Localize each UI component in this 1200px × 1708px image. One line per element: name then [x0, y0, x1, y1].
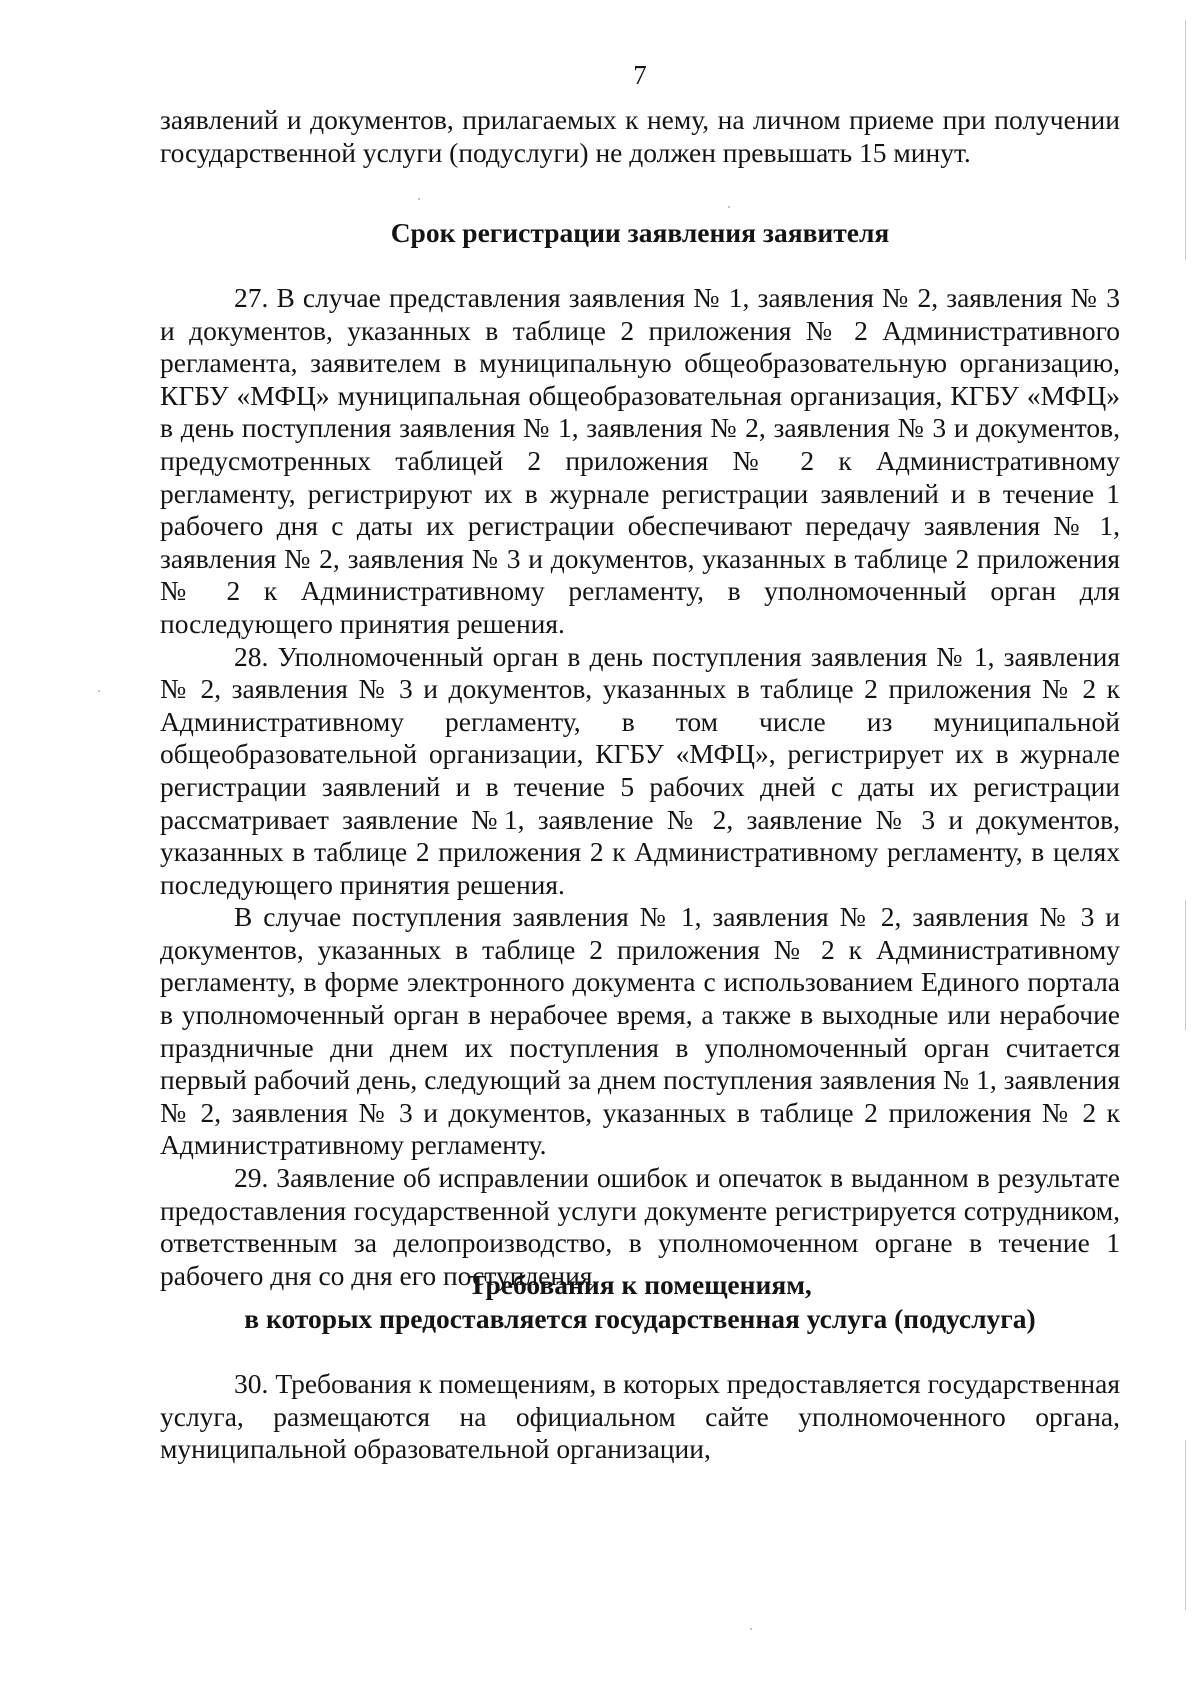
scan-speck [418, 198, 420, 200]
scan-speck [98, 690, 100, 692]
scan-speck [750, 1628, 752, 1630]
intro-paragraph: заявлений и документов, прилагаемых к нему, на личном приеме при получении государственной услуги (подуслуги) не должен превышать 15 минут. [160, 104, 1120, 168]
section-1-body [160, 282, 1120, 1292]
document-page [160, 0, 1120, 1708]
scan-speck [728, 206, 730, 208]
paragraph-27: 27. В случае представления заявления № 1, заявления № 2, заявления № 3 и документов, указанных в таблице 2 приложения № 2 Административного регламента, заявителем в муниципальную общеобразовательную организацию, КГБУ «МФЦ» муниципальная общеобразовательная организация, КГБУ «МФЦ» в день поступления заявления № 1, заявления № 2, заявления № 3 и документов, предусмотренных таблицей 2 приложения № 2 к Административному регламенту, регистрируют их в журнале регистрации заявлений и в течение 1 рабочего дня с даты их регистрации обеспечивают передачу заявления № 1, заявления № 2, заявления № 3 и документов, указанных в таблице 2 приложения № 2 к Административному регламенту, в уполномоченный орган для последующего принятия решения. [160, 282, 1120, 639]
paragraph-30: 30. Требования к помещениям, в которых предоставляется государственная услуга, размещаются на официальном сайте уполномоченного органа, муниципальной образовательной организации, [160, 1368, 1120, 1465]
scan-edge-line [1185, 20, 1186, 260]
paragraph-28-continued: В случае поступления заявления № 1, заявления № 2, заявления № 3 и документов, указанных в таблице 2 приложения № 2 к Административному регламенту, в форме электронного документа с использованием Единого портала в уполномоченный орган в нерабочее время, а также в выходные или нерабочие праздничные дни днем их поступления в уполномоченный орган считается первый рабочий день, следующий за днем поступления заявления № 1, заявления № 2, заявления № 3 и документов, указанных в таблице 2 приложения № 2 к Административному регламенту. [160, 901, 1120, 1161]
section-2-heading-line-1: Требования к помещениям, [468, 1269, 812, 1300]
paragraph-28: 28. Уполномоченный орган в день поступления заявления № 1, заявления № 2, заявления № 3 и документов, указанных в таблице 2 приложения № 2 к Административному регламенту, в том числе из муниципальной общеобразовательной организации, КГБУ «МФЦ», регистрирует их в журнале регистрации заявлений и в течение 5 рабочих дней с даты их регистрации рассматривает заявление №1, заявление № 2, заявление № 3 и документов, указанных в таблице 2 приложения 2 к Административному регламенту, в целях последующего принятия решения. [160, 640, 1120, 900]
intro-paragraph-block [160, 104, 1120, 169]
paragraph-29: 29. Заявление об исправлении ошибок и опечаток в выданном в результате предоставления государственной услуги документе регистрируется сотрудником, ответственным за делопроизводство, в уполномоченном органе в течение 1 рабочего дня со дня его поступления. [160, 1162, 1120, 1291]
section-1-heading: Срок регистрации заявления заявителя [390, 217, 890, 248]
page-number: 7 [633, 60, 647, 90]
scan-edge-line [1185, 900, 1186, 1030]
section-2-heading-line-2: в которых предоставляется государственная услуга (подуслуга) [244, 1303, 1036, 1334]
scan-edge-line [1185, 1440, 1186, 1610]
section-2-body [160, 1368, 1120, 1466]
